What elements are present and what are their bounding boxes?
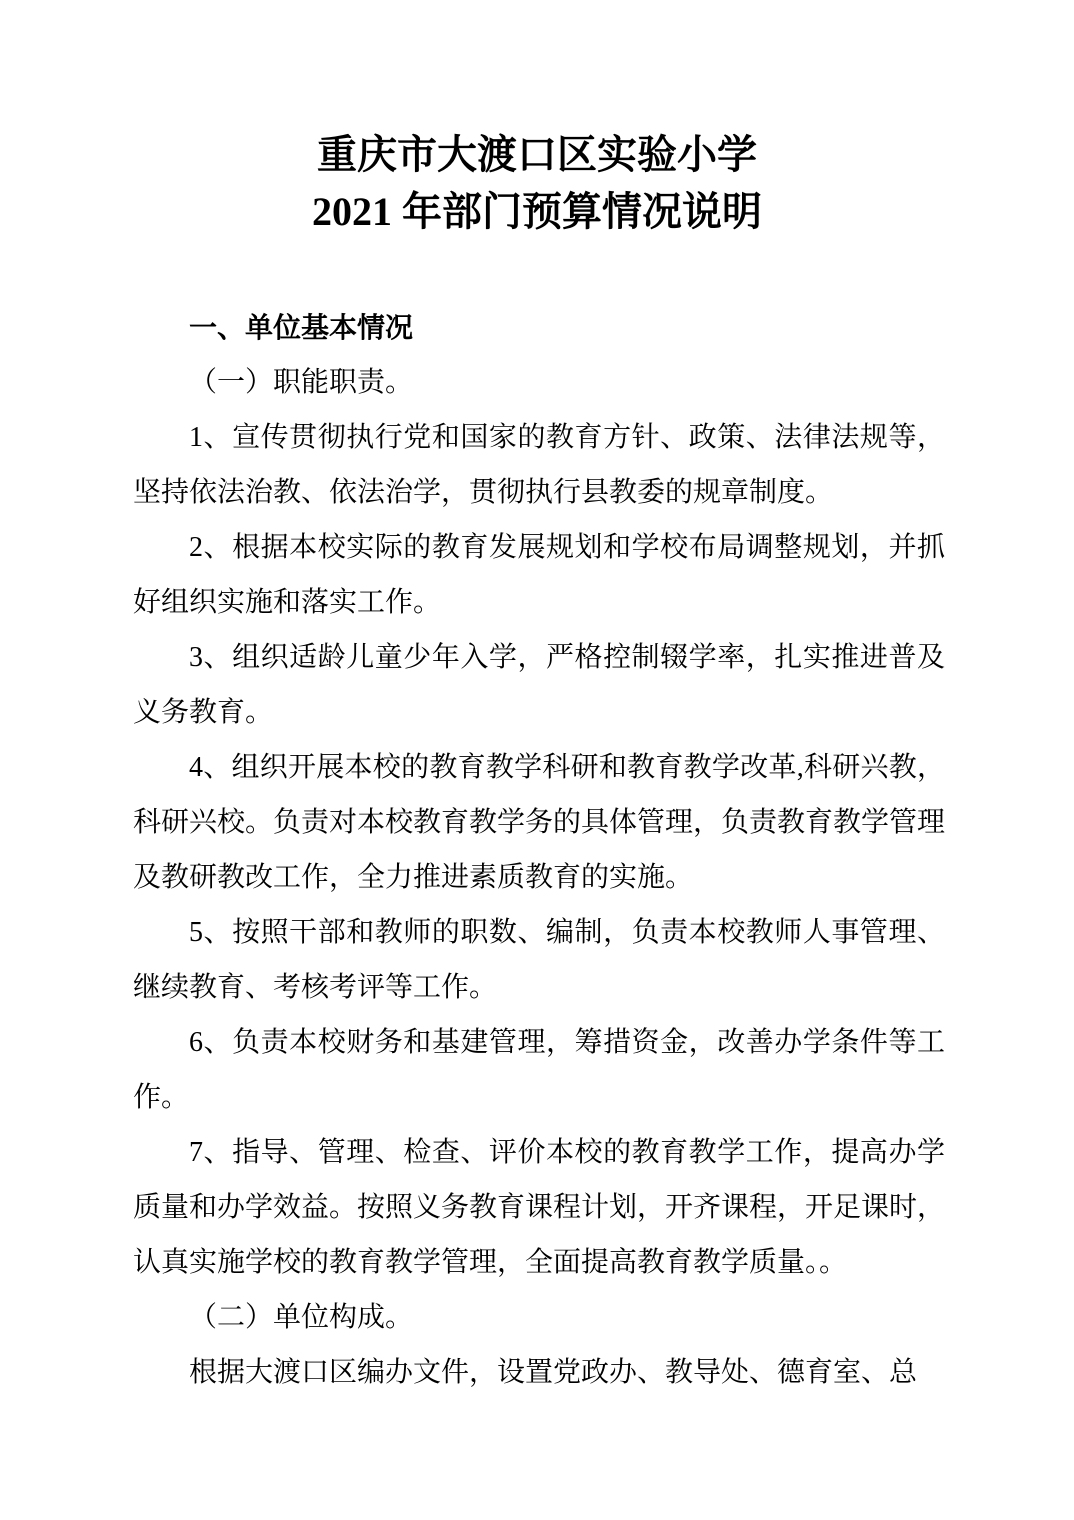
- paragraph-duty-5: 5、按照干部和教师的职数、编制，负责本校教师人事管理、继续教育、考核考评等工作。: [133, 917, 945, 1003]
- paragraph-subheading-duties: （一）职能职责。: [189, 367, 414, 398]
- document-title: [0, 126, 1074, 240]
- paragraph-subheading-unit-composition: （二）单位构成。: [189, 1302, 414, 1333]
- document-title-line-2: 2021 年部门预算情况说明: [312, 189, 762, 234]
- paragraph-duty-2: 2、根据本校实际的教育发展规划和学校布局调整规划，并抓好组织实施和落实工作。: [133, 532, 945, 618]
- section-heading-unit-basic-info: 一、单位基本情况: [189, 312, 414, 343]
- paragraph-duty-3: 3、组织适龄儿童少年入学，严格控制辍学率，扎实推进普及义务教育。: [133, 642, 945, 728]
- paragraph-duty-7: 7、指导、管理、检查、评价本校的教育教学工作，提高办学质量和办学效益。按照义务教育课程计划，开齐课程，开足课时，认真实施学校的教育教学管理，全面提高教育教学质量。。: [133, 1137, 946, 1278]
- paragraph-duty-1: 1、宣传贯彻执行党和国家的教育方针、政策、法律法规等，坚持依法治教、依法治学，贯彻执行县教委的规章制度。: [133, 422, 945, 508]
- document-title-line-1: 重庆市大渡口区实验小学: [317, 132, 757, 177]
- document-body: [133, 300, 945, 1400]
- paragraph-duty-4: 4、组织开展本校的教育教学科研和教育教学改革,科研兴教，科研兴校。负责对本校教育教学务的具体管理，负责教育教学管理及教研教改工作，全力推进素质教育的实施。: [133, 752, 946, 893]
- paragraph-unit-composition-body: 根据大渡口区编办文件，设置党政办、教导处、德育室、总: [189, 1357, 918, 1388]
- paragraph-duty-6: 6、负责本校财务和基建管理，筹措资金，改善办学条件等工作。: [133, 1027, 945, 1113]
